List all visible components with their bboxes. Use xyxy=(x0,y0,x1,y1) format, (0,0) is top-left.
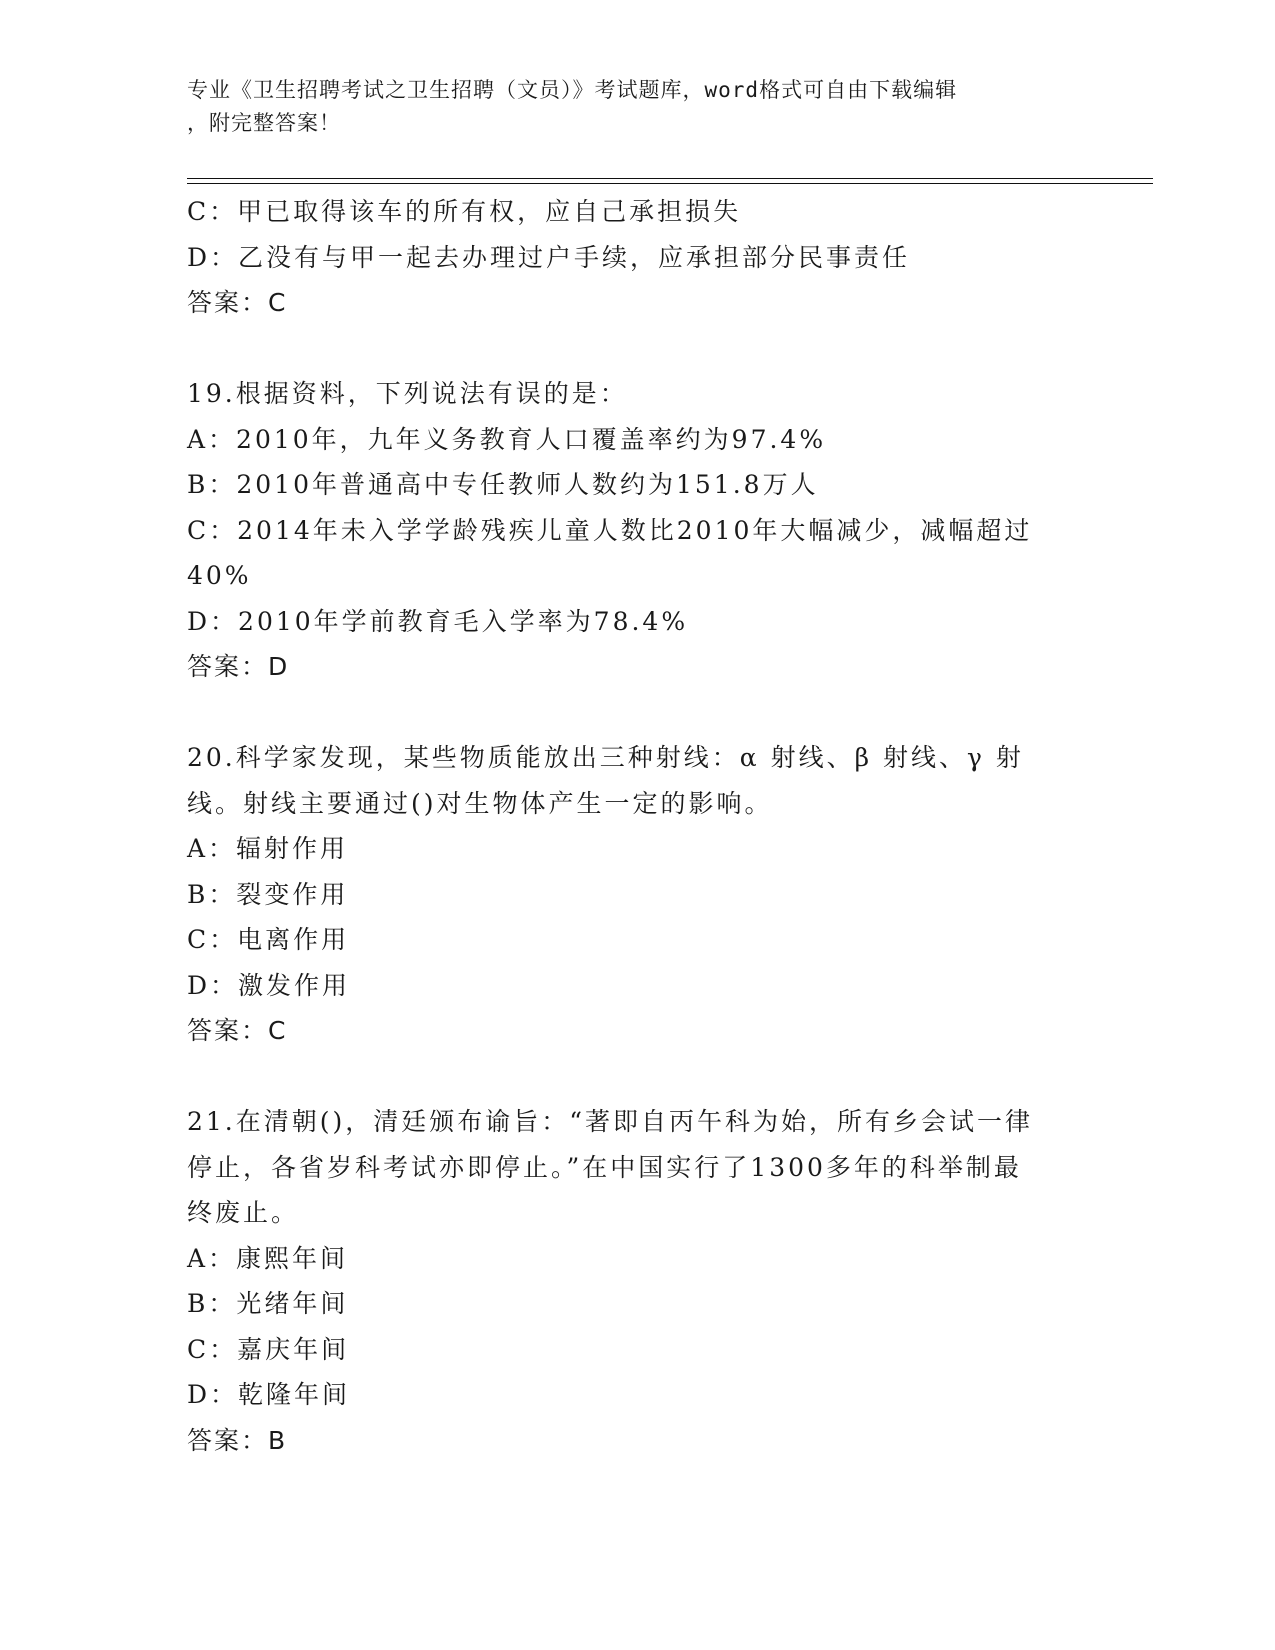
answer-line: 答案：C xyxy=(187,1016,288,1045)
header-divider-bottom xyxy=(187,183,1153,184)
option-line: C：电离作用 xyxy=(187,925,350,954)
question-stem: 19.根据资料，下列说法有误的是： xyxy=(187,379,628,408)
question-20 xyxy=(187,735,1087,1054)
option-line: A：康熙年间 xyxy=(187,1243,349,1273)
spacer xyxy=(187,326,1087,372)
option-line: A：2010年，九年义务教育人口覆盖率约为97.4% xyxy=(187,424,827,454)
option-line: D：乙没有与甲一起去办理过户手续，应承担部分民事责任 xyxy=(187,242,911,272)
question-19 xyxy=(187,371,1087,690)
question-stem: 线。射线主要通过()对生物体产生一定的影响。 xyxy=(187,788,773,818)
option-line: D：2010年学前教育毛入学率为78.4% xyxy=(187,606,689,636)
header-line-2: ，附完整答案！ xyxy=(187,111,341,135)
question-stem: 20.科学家发现，某些物质能放出三种射线：α 射线、β 射线、γ 射 xyxy=(187,743,1024,772)
document-header xyxy=(187,74,1067,140)
answer-line: 答案：C xyxy=(187,288,288,317)
option-line: C：甲已取得该车的所有权，应自己承担损失 xyxy=(187,197,742,226)
document-body xyxy=(187,189,1087,1463)
option-line: C：2014年未入学学龄残疾儿童人数比2010年大幅减少，减幅超过 xyxy=(187,515,1033,545)
option-line: B：2010年普通高中专任教师人数约为151.8万人 xyxy=(187,470,819,499)
option-line: D：激发作用 xyxy=(187,970,351,1000)
question-stem: 终废止。 xyxy=(187,1198,300,1227)
option-line: B：光绪年间 xyxy=(187,1289,349,1318)
option-line: D：乾隆年间 xyxy=(187,1380,351,1409)
continued-question xyxy=(187,189,1087,326)
spacer xyxy=(187,1054,1087,1100)
option-line-continued: 40% xyxy=(187,561,252,590)
question-21 xyxy=(187,1099,1087,1463)
question-stem: 21.在清朝()，清廷颁布谕旨：“著即自丙午科为始，所有乡会试一律 xyxy=(187,1107,1034,1136)
option-line: A：辐射作用 xyxy=(187,834,349,863)
spacer xyxy=(187,690,1087,736)
header-line-1: 专业《卫生招聘考试之卫生招聘（文员）》考试题库，word格式可自由下载编辑 xyxy=(187,78,958,102)
option-line: B：裂变作用 xyxy=(187,879,349,909)
option-line: C：嘉庆年间 xyxy=(187,1334,350,1364)
answer-line: 答案：B xyxy=(187,1425,288,1455)
answer-line: 答案：D xyxy=(187,652,290,681)
question-stem: 停止，各省岁科考试亦即停止。”在中国实行了1300多年的科举制最 xyxy=(187,1152,1022,1182)
header-divider-top xyxy=(187,178,1153,179)
